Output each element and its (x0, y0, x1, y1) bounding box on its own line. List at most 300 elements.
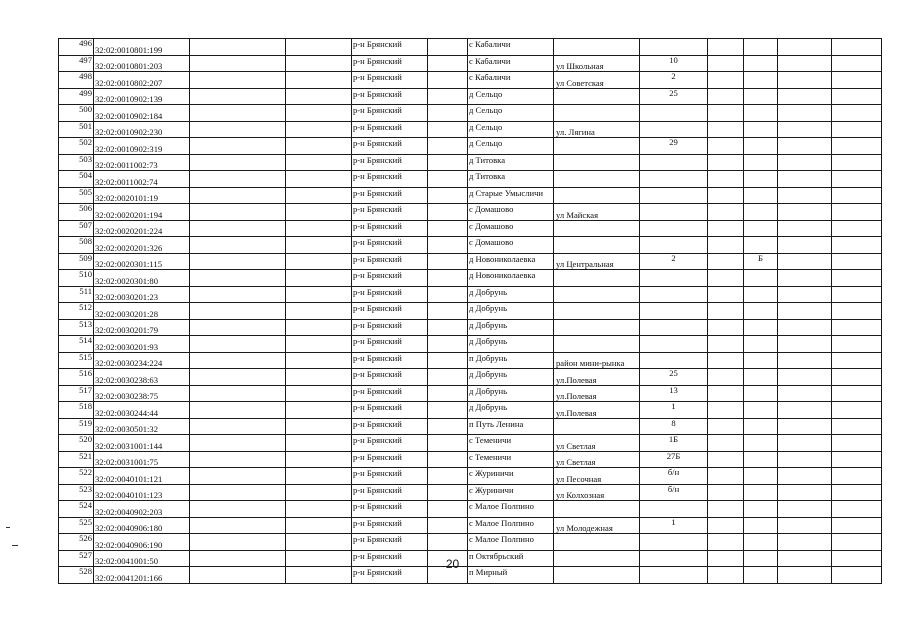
empty-cell (708, 468, 744, 485)
building-letter (744, 303, 778, 320)
building-letter (744, 418, 778, 435)
empty-cell (286, 468, 352, 485)
empty-cell (286, 138, 352, 155)
district: р-н Брянский (352, 154, 428, 171)
cadastral-number: 32:02:0031001:144 (94, 435, 190, 452)
table-row (59, 336, 882, 353)
building-letter (744, 336, 778, 353)
street (554, 237, 640, 254)
empty-cell (708, 72, 744, 89)
empty-cell (428, 336, 468, 353)
locality: с Домашово (468, 204, 554, 221)
empty-cell (832, 303, 882, 320)
empty-cell (708, 517, 744, 534)
district: р-н Брянский (352, 105, 428, 122)
street (554, 286, 640, 303)
empty-cell (190, 484, 286, 501)
street: ул Песочная (554, 468, 640, 485)
empty-cell (428, 121, 468, 138)
empty-cell (428, 39, 468, 56)
row-number: 522 (59, 468, 94, 485)
table-row (59, 105, 882, 122)
building-letter (744, 121, 778, 138)
table-row (59, 237, 882, 254)
empty-cell (778, 385, 832, 402)
locality: с Малое Полпино (468, 534, 554, 551)
empty-cell (428, 484, 468, 501)
table-row (59, 319, 882, 336)
district: р-н Брянский (352, 468, 428, 485)
row-number: 517 (59, 385, 94, 402)
house-number (640, 237, 708, 254)
cadastral-number: 32:02:0010801:203 (94, 55, 190, 72)
table-row (59, 88, 882, 105)
row-number: 519 (59, 418, 94, 435)
empty-cell (778, 220, 832, 237)
table-row (59, 55, 882, 72)
empty-cell (708, 204, 744, 221)
row-number: 503 (59, 154, 94, 171)
empty-cell (190, 121, 286, 138)
empty-cell (708, 319, 744, 336)
empty-cell (832, 237, 882, 254)
empty-cell (708, 418, 744, 435)
street (554, 220, 640, 237)
row-number: 518 (59, 402, 94, 419)
empty-cell (286, 237, 352, 254)
empty-cell (832, 336, 882, 353)
empty-cell (428, 286, 468, 303)
street: ул Молодежная (554, 517, 640, 534)
empty-cell (778, 204, 832, 221)
empty-cell (286, 534, 352, 551)
district: р-н Брянский (352, 451, 428, 468)
district: р-н Брянский (352, 319, 428, 336)
building-letter (744, 517, 778, 534)
table-row (59, 303, 882, 320)
street: ул Майская (554, 204, 640, 221)
district: р-н Брянский (352, 138, 428, 155)
empty-cell (778, 88, 832, 105)
locality: п Мирный (468, 567, 554, 584)
empty-cell (428, 72, 468, 89)
empty-cell (428, 138, 468, 155)
empty-cell (190, 237, 286, 254)
empty-cell (286, 369, 352, 386)
district: р-н Брянский (352, 402, 428, 419)
building-letter (744, 220, 778, 237)
empty-cell (428, 154, 468, 171)
district: р-н Брянский (352, 418, 428, 435)
table-row (59, 369, 882, 386)
empty-cell (708, 501, 744, 518)
empty-cell (190, 517, 286, 534)
empty-cell (778, 435, 832, 452)
empty-cell (286, 402, 352, 419)
table-row (59, 501, 882, 518)
cadastral-number: 32:02:0030238:75 (94, 385, 190, 402)
building-letter (744, 154, 778, 171)
table-row (59, 39, 882, 56)
empty-cell (190, 336, 286, 353)
empty-cell (832, 220, 882, 237)
locality: с Теменичи (468, 451, 554, 468)
street: ул Школьная (554, 55, 640, 72)
empty-cell (286, 517, 352, 534)
cadastral-number: 32:02:0030201:28 (94, 303, 190, 320)
empty-cell (286, 121, 352, 138)
building-letter (744, 369, 778, 386)
cadastral-number: 32:02:0010902:139 (94, 88, 190, 105)
street: район мини-рынка (554, 352, 640, 369)
row-number: 515 (59, 352, 94, 369)
house-number: 1 (640, 402, 708, 419)
empty-cell (778, 336, 832, 353)
empty-cell (778, 105, 832, 122)
street (554, 105, 640, 122)
empty-cell (832, 121, 882, 138)
empty-cell (832, 270, 882, 287)
empty-cell (778, 534, 832, 551)
empty-cell (286, 484, 352, 501)
empty-cell (778, 319, 832, 336)
house-number: 25 (640, 88, 708, 105)
street (554, 534, 640, 551)
cadastral-number: 32:02:0010801:199 (94, 39, 190, 56)
table-row (59, 72, 882, 89)
locality: д Добрунь (468, 369, 554, 386)
empty-cell (832, 517, 882, 534)
empty-cell (286, 105, 352, 122)
empty-cell (778, 484, 832, 501)
empty-cell (190, 204, 286, 221)
empty-cell (428, 187, 468, 204)
empty-cell (428, 88, 468, 105)
empty-cell (832, 418, 882, 435)
empty-cell (778, 451, 832, 468)
cadastral-number: 32:02:0041001:50 (94, 550, 190, 567)
district: р-н Брянский (352, 220, 428, 237)
row-number: 514 (59, 336, 94, 353)
empty-cell (832, 385, 882, 402)
empty-cell (428, 435, 468, 452)
empty-cell (832, 88, 882, 105)
house-number (640, 501, 708, 518)
row-number: 500 (59, 105, 94, 122)
locality: с Теменичи (468, 435, 554, 452)
empty-cell (708, 336, 744, 353)
building-letter (744, 402, 778, 419)
locality: п Добрунь (468, 352, 554, 369)
empty-cell (708, 303, 744, 320)
empty-cell (832, 319, 882, 336)
empty-cell (832, 154, 882, 171)
empty-cell (832, 171, 882, 188)
cadastral-number: 32:02:0020301:115 (94, 253, 190, 270)
district: р-н Брянский (352, 435, 428, 452)
locality: д Добрунь (468, 385, 554, 402)
row-number: 504 (59, 171, 94, 188)
empty-cell (190, 55, 286, 72)
empty-cell (832, 435, 882, 452)
house-number: 10 (640, 55, 708, 72)
empty-cell (778, 253, 832, 270)
empty-cell (778, 286, 832, 303)
empty-cell (286, 435, 352, 452)
empty-cell (428, 237, 468, 254)
house-number: 27Б (640, 451, 708, 468)
locality: д Титовка (468, 154, 554, 171)
empty-cell (832, 369, 882, 386)
table-row (59, 534, 882, 551)
table-row (59, 484, 882, 501)
empty-cell (286, 336, 352, 353)
table-row (59, 187, 882, 204)
empty-cell (428, 303, 468, 320)
table-row (59, 435, 882, 452)
empty-cell (708, 121, 744, 138)
empty-cell (286, 303, 352, 320)
empty-cell (286, 501, 352, 518)
building-letter (744, 468, 778, 485)
street (554, 39, 640, 56)
house-number (640, 187, 708, 204)
house-number: б/н (640, 468, 708, 485)
empty-cell (190, 72, 286, 89)
empty-cell (190, 303, 286, 320)
locality: д Сельцо (468, 105, 554, 122)
locality: д Сельцо (468, 121, 554, 138)
empty-cell (428, 385, 468, 402)
street (554, 418, 640, 435)
district: р-н Брянский (352, 336, 428, 353)
district: р-н Брянский (352, 171, 428, 188)
empty-cell (708, 369, 744, 386)
margin-mark (6, 527, 10, 528)
street (554, 336, 640, 353)
locality: с Малое Полпино (468, 517, 554, 534)
empty-cell (286, 204, 352, 221)
street: ул Светлая (554, 451, 640, 468)
empty-cell (428, 468, 468, 485)
cadastral-number: 32:02:0040902:203 (94, 501, 190, 518)
empty-cell (190, 418, 286, 435)
empty-cell (190, 154, 286, 171)
empty-cell (778, 154, 832, 171)
cadastral-number: 32:02:0040906:190 (94, 534, 190, 551)
house-number (640, 220, 708, 237)
locality: д Сельцо (468, 88, 554, 105)
cadastral-number: 32:02:0030201:79 (94, 319, 190, 336)
empty-cell (708, 55, 744, 72)
empty-cell (286, 451, 352, 468)
house-number (640, 204, 708, 221)
empty-cell (428, 517, 468, 534)
empty-cell (190, 138, 286, 155)
row-number: 523 (59, 484, 94, 501)
page-number: 20 (445, 557, 460, 571)
building-letter (744, 501, 778, 518)
empty-cell (190, 534, 286, 551)
district: р-н Брянский (352, 303, 428, 320)
empty-cell (778, 303, 832, 320)
district: р-н Брянский (352, 517, 428, 534)
empty-cell (832, 72, 882, 89)
locality: д Старые Умысличи (468, 187, 554, 204)
street (554, 270, 640, 287)
row-number: 512 (59, 303, 94, 320)
table-row (59, 204, 882, 221)
locality: с Журиничи (468, 468, 554, 485)
district: р-н Брянский (352, 72, 428, 89)
district: р-н Брянский (352, 270, 428, 287)
empty-cell (832, 55, 882, 72)
district: р-н Брянский (352, 484, 428, 501)
empty-cell (190, 451, 286, 468)
empty-cell (286, 385, 352, 402)
table-row (59, 121, 882, 138)
street (554, 501, 640, 518)
empty-cell (708, 105, 744, 122)
street (554, 303, 640, 320)
empty-cell (428, 451, 468, 468)
empty-cell (428, 319, 468, 336)
row-number: 524 (59, 501, 94, 518)
district: р-н Брянский (352, 187, 428, 204)
empty-cell (190, 352, 286, 369)
street: ул Колхозная (554, 484, 640, 501)
building-letter (744, 435, 778, 452)
district: р-н Брянский (352, 55, 428, 72)
cadastral-number: 32:02:0030201:93 (94, 336, 190, 353)
building-letter (744, 39, 778, 56)
empty-cell (190, 39, 286, 56)
empty-cell (778, 402, 832, 419)
street: ул Советская (554, 72, 640, 89)
empty-cell (286, 187, 352, 204)
row-number: 528 (59, 567, 94, 584)
empty-cell (286, 319, 352, 336)
district: р-н Брянский (352, 121, 428, 138)
house-number (640, 121, 708, 138)
house-number: 29 (640, 138, 708, 155)
table-row (59, 402, 882, 419)
locality: п Октябрьский (468, 550, 554, 567)
empty-cell (832, 402, 882, 419)
empty-cell (428, 501, 468, 518)
house-number: 13 (640, 385, 708, 402)
locality: д Добрунь (468, 336, 554, 353)
empty-cell (708, 237, 744, 254)
row-number: 501 (59, 121, 94, 138)
house-number (640, 270, 708, 287)
cadastral-number: 32:02:0020201:194 (94, 204, 190, 221)
house-number (640, 336, 708, 353)
row-number: 527 (59, 550, 94, 567)
empty-cell (286, 88, 352, 105)
empty-cell (190, 220, 286, 237)
cadastral-number: 32:02:0011002:74 (94, 171, 190, 188)
table-row (59, 171, 882, 188)
cadastral-number: 32:02:0041201:166 (94, 567, 190, 584)
street (554, 154, 640, 171)
empty-cell (832, 534, 882, 551)
empty-cell (832, 451, 882, 468)
empty-cell (190, 253, 286, 270)
table-row (59, 270, 882, 287)
empty-cell (286, 418, 352, 435)
cadastral-number: 32:02:0040906:180 (94, 517, 190, 534)
house-number: 25 (640, 369, 708, 386)
row-number: 510 (59, 270, 94, 287)
empty-cell (428, 204, 468, 221)
cadastral-number: 32:02:0030201:23 (94, 286, 190, 303)
row-number: 505 (59, 187, 94, 204)
locality: д Новониколаевка (468, 270, 554, 287)
empty-cell (286, 286, 352, 303)
cadastral-number: 32:02:0040101:123 (94, 484, 190, 501)
row-number: 521 (59, 451, 94, 468)
street (554, 138, 640, 155)
cadastral-number: 32:02:0020301:80 (94, 270, 190, 287)
district: р-н Брянский (352, 385, 428, 402)
empty-cell (778, 517, 832, 534)
empty-cell (190, 402, 286, 419)
empty-cell (428, 55, 468, 72)
row-number: 508 (59, 237, 94, 254)
locality: с Домашово (468, 237, 554, 254)
house-number (640, 319, 708, 336)
building-letter (744, 451, 778, 468)
empty-cell (778, 121, 832, 138)
building-letter (744, 55, 778, 72)
cadastral-number: 32:02:0010902:319 (94, 138, 190, 155)
locality: д Титовка (468, 171, 554, 188)
row-number: 497 (59, 55, 94, 72)
empty-cell (778, 352, 832, 369)
empty-cell (778, 418, 832, 435)
empty-cell (778, 55, 832, 72)
house-number: 1Б (640, 435, 708, 452)
building-letter (744, 187, 778, 204)
street: ул.Полевая (554, 385, 640, 402)
empty-cell (832, 468, 882, 485)
empty-cell (708, 435, 744, 452)
empty-cell (428, 352, 468, 369)
cadastral-number: 32:02:0010902:230 (94, 121, 190, 138)
building-letter (744, 286, 778, 303)
district: р-н Брянский (352, 369, 428, 386)
empty-cell (428, 270, 468, 287)
empty-cell (428, 253, 468, 270)
empty-cell (832, 39, 882, 56)
locality: с Кабаличи (468, 72, 554, 89)
empty-cell (832, 286, 882, 303)
table-row (59, 385, 882, 402)
table-row (59, 517, 882, 534)
row-number: 506 (59, 204, 94, 221)
table-row (59, 468, 882, 485)
building-letter (744, 72, 778, 89)
locality: с Домашово (468, 220, 554, 237)
district: р-н Брянский (352, 567, 428, 584)
empty-cell (286, 154, 352, 171)
street (554, 319, 640, 336)
cadastral-number: 32:02:0030234:224 (94, 352, 190, 369)
empty-cell (428, 369, 468, 386)
table-row (59, 451, 882, 468)
empty-cell (190, 171, 286, 188)
